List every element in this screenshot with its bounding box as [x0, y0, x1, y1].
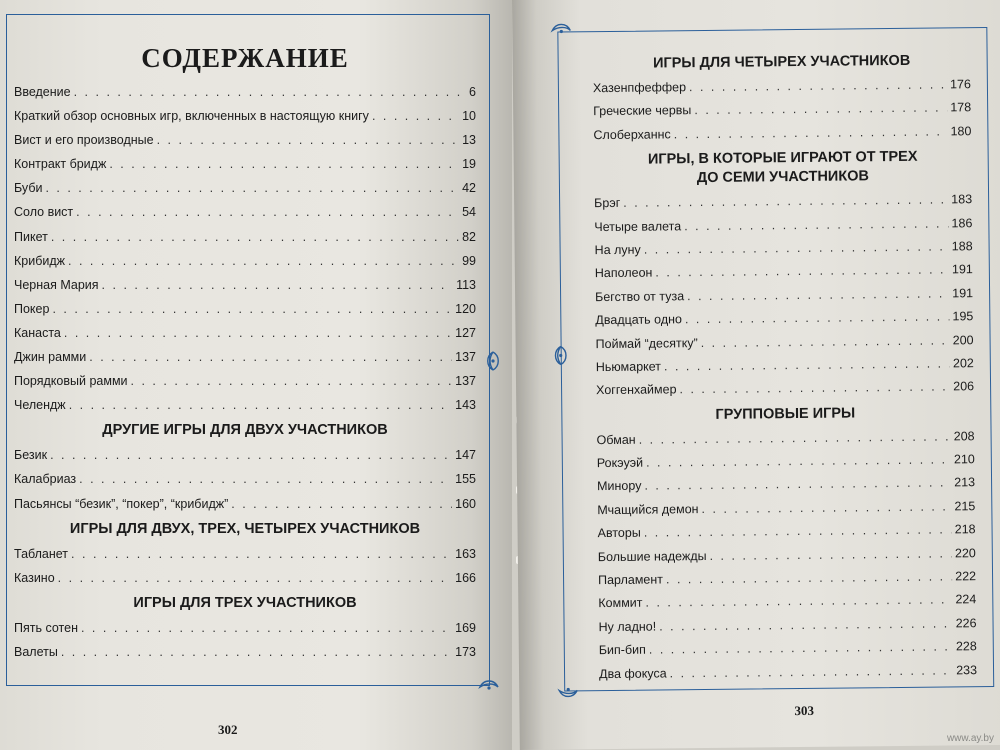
entry-title: Краткий обзор основных игр, включенных в настоящую книгу [14, 109, 369, 124]
entry-title: Пять сотен [14, 620, 78, 635]
entry-title: Брэг [594, 196, 621, 211]
entry-page: 54 [462, 205, 476, 220]
entry-page: 191 [952, 285, 974, 301]
entry-page: 210 [953, 452, 975, 467]
dot-leader [649, 636, 953, 663]
dot-leader [76, 200, 459, 224]
dot-leader [372, 104, 459, 128]
entry-page: 160 [455, 496, 476, 511]
toc-title: СОДЕРЖАНИЕ [141, 43, 349, 73]
toc-entry [14, 128, 476, 152]
ornament-icon [482, 350, 504, 372]
entry-title: Хазенпфеффер [592, 80, 687, 96]
toc-entry [14, 273, 476, 297]
toc-entry [14, 542, 476, 566]
dot-leader [81, 616, 452, 640]
entry-page: 120 [455, 301, 476, 316]
dot-leader [701, 495, 951, 521]
toc-entry [14, 80, 476, 104]
dot-leader [685, 306, 950, 332]
entry-page: 13 [462, 133, 476, 148]
dot-leader [61, 640, 452, 664]
dot-leader [687, 282, 949, 308]
toc-entry [14, 225, 476, 249]
entry-page: 222 [955, 569, 977, 584]
dot-leader [71, 542, 452, 566]
entry-page: 137 [455, 374, 476, 389]
dot-leader [689, 73, 947, 99]
entry-page: 137 [455, 350, 476, 365]
dot-leader [670, 659, 954, 685]
entry-title: Большие надежды [597, 548, 707, 564]
entry-page: 226 [955, 615, 977, 631]
entry-title: Хоггенхаймер [596, 382, 677, 398]
dot-leader [89, 345, 452, 369]
page-number: 303 [794, 702, 815, 719]
toc-entry [14, 200, 476, 224]
entry-page: 180 [950, 123, 972, 139]
dot-leader [52, 297, 452, 321]
dot-leader [131, 369, 453, 393]
entry-page: 10 [462, 109, 476, 124]
dot-leader [666, 565, 952, 591]
dot-leader [674, 120, 948, 146]
section-heading: ИГРЫ ДЛЯ ТРЕХ УЧАСТНИКОВ [133, 594, 357, 611]
entry-page: 99 [462, 253, 476, 268]
dot-leader [109, 152, 459, 176]
entry-title: Двадцать одно [595, 312, 683, 328]
entry-title: Авторы [597, 525, 641, 541]
entry-page: 206 [953, 379, 975, 394]
entry-title: Валеты [14, 644, 58, 659]
entry-page: 188 [951, 239, 973, 254]
entry-page: 155 [455, 472, 476, 487]
entry-page: 220 [954, 545, 976, 561]
entry-page: 113 [456, 277, 476, 292]
entry-title: Буби [14, 181, 43, 196]
entry-page: 233 [956, 662, 978, 677]
toc-left-groups [14, 80, 476, 664]
dot-leader [659, 612, 953, 638]
entry-title: Коммит [598, 596, 643, 611]
entry-title: Соло вист [14, 205, 74, 220]
entry-page: 208 [953, 428, 975, 444]
section-heading: ИГРЫ ДЛЯ ЧЕТЫРЕХ УЧАСТНИКОВ [652, 52, 911, 72]
entry-title: Порядковый рамми [14, 374, 128, 389]
dot-leader [684, 212, 949, 238]
entry-page: 202 [952, 356, 974, 371]
entry-page: 228 [955, 639, 977, 654]
entry-title: Бип-бип [598, 642, 646, 658]
entry-title: Мчащийся демон [597, 501, 699, 517]
entry-page: 224 [955, 592, 977, 607]
entry-title: Греческие червы [593, 103, 692, 119]
entry-page: 143 [455, 398, 476, 413]
toc-entry [14, 152, 476, 176]
entry-page: 176 [949, 77, 971, 92]
dot-leader [645, 589, 952, 616]
dot-leader [64, 321, 452, 345]
entry-title: Введение [14, 85, 71, 99]
section-heading: ГРУППОВЫЕ ИГРЫ [715, 405, 856, 423]
entry-page: 147 [455, 448, 476, 463]
toc-entry [14, 345, 476, 369]
entry-page: 186 [951, 215, 973, 230]
section-heading: ИГРЫ ДЛЯ ДВУХ, ТРЕХ, ЧЕТЫРЕХ УЧАСТНИКОВ [69, 520, 421, 537]
dot-leader [623, 189, 948, 216]
dot-leader [639, 425, 951, 452]
entry-title: Безик [14, 448, 48, 463]
toc-left-content [14, 40, 476, 664]
dot-leader [709, 542, 952, 568]
entry-page: 218 [954, 522, 976, 537]
entry-title: Парламент [598, 572, 664, 588]
toc-entry [14, 467, 476, 491]
entry-title: Контракт бридж [14, 157, 107, 172]
page-number: 302 [218, 722, 238, 737]
toc-entry [14, 321, 476, 345]
dot-leader [79, 467, 452, 491]
ornament-icon [550, 344, 572, 366]
toc-entry [14, 104, 476, 128]
ornament-icon [478, 676, 500, 698]
dot-leader [646, 449, 951, 476]
entry-page: 6 [469, 85, 476, 99]
toc-entry [14, 369, 476, 393]
dot-leader [102, 273, 454, 297]
toc-entry [14, 393, 476, 417]
entry-page: 42 [462, 181, 476, 196]
entry-page: 215 [954, 499, 976, 514]
entry-title: Челендж [14, 398, 66, 413]
entry-page: 195 [952, 309, 974, 324]
ornament-icon [557, 679, 579, 701]
entry-page: 82 [462, 229, 476, 244]
right-page [512, 0, 1000, 750]
entry-page: 213 [954, 475, 976, 490]
dot-leader [644, 519, 952, 546]
dot-leader [679, 376, 950, 402]
toc-right-groups [593, 51, 978, 686]
toc-entry [14, 249, 476, 273]
entry-page: 163 [455, 546, 476, 561]
entry-title: Минору [597, 479, 642, 494]
entry-title: Вист и его производные [14, 133, 154, 148]
dot-leader [68, 249, 459, 273]
dot-leader [45, 176, 459, 200]
entry-page: 191 [951, 262, 973, 277]
section-heading: ДРУГИЕ ИГРЫ ДЛЯ ДВУХ УЧАСТНИКОВ [102, 422, 388, 439]
entry-title: Поймай “десятку” [595, 335, 698, 351]
toc-entry [14, 443, 476, 467]
toc-entry [599, 659, 977, 686]
entry-page: 173 [455, 644, 476, 659]
toc-entry [14, 566, 476, 590]
entry-title: Рокэуэй [596, 455, 644, 471]
watermark: www.ay.by [946, 733, 994, 744]
dot-leader [644, 472, 951, 499]
section-heading: ИГРЫ, В КОТОРЫЕ ИГРАЮТ ОТ ТРЕХ ДО СЕМИ УЧАСТНИКОВ [647, 148, 918, 187]
dot-leader [644, 235, 949, 262]
entry-page: 169 [455, 620, 476, 635]
entry-title: Слоберханнс [593, 127, 671, 142]
dot-leader [69, 393, 452, 417]
entry-page: 166 [455, 570, 476, 585]
dot-leader [694, 97, 947, 123]
toc-entry [593, 120, 971, 147]
entry-title: Ньюмаркет [595, 359, 662, 375]
entry-title: Бегство от туза [595, 288, 685, 304]
entry-title: Калабриаз [14, 472, 77, 487]
entry-title: Пикет [14, 229, 48, 244]
entry-title: Два фокуса [598, 666, 667, 681]
toc-entry [14, 492, 476, 516]
toc-right-content [593, 47, 978, 686]
dot-leader [655, 259, 949, 285]
entry-title: Казино [14, 570, 55, 585]
entry-title: На луну [594, 242, 641, 258]
toc-entry [14, 616, 476, 640]
toc-entry [596, 375, 974, 402]
dot-leader [664, 352, 950, 378]
dot-leader [701, 329, 950, 355]
dot-leader [74, 80, 466, 104]
entry-title: Наполеон [594, 265, 653, 281]
dot-leader [50, 443, 452, 467]
entry-title: Ну ладно! [598, 619, 657, 634]
entry-title: Четыре валета [594, 218, 682, 234]
entry-title: Крибидж [14, 253, 66, 268]
entry-page: 127 [455, 325, 476, 340]
toc-entry [14, 640, 476, 664]
toc-entry [14, 176, 476, 200]
entry-page: 178 [950, 100, 972, 115]
entry-title: Джин рамми [14, 350, 87, 365]
entry-page: 19 [462, 157, 476, 172]
entry-title: Пасьянсы “безик”, “покер”, “крибидж” [14, 496, 229, 511]
entry-title: Табланет [14, 546, 69, 561]
entry-page: 183 [951, 192, 973, 207]
dot-leader [157, 128, 460, 152]
dot-leader [51, 225, 459, 249]
dot-leader [58, 566, 452, 590]
entry-title: Покер [14, 301, 50, 316]
toc-entry [14, 297, 476, 321]
entry-page: 200 [952, 332, 974, 347]
entry-title: Канаста [14, 325, 61, 340]
entry-title: Обман [596, 432, 636, 447]
ornament-icon [550, 19, 572, 41]
dot-leader [231, 492, 452, 516]
entry-title: Черная Мария [14, 277, 99, 292]
